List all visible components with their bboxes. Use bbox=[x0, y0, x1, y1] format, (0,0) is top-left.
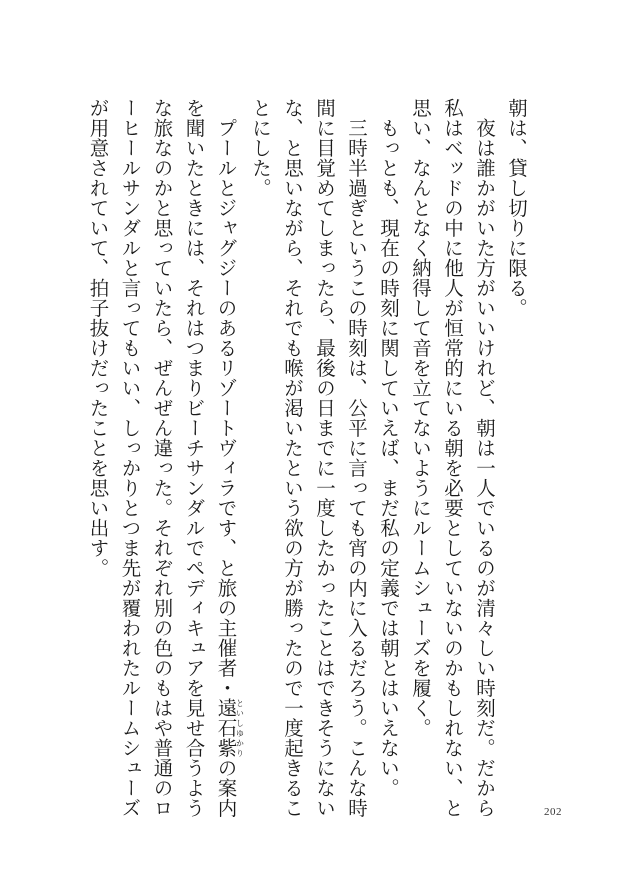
paragraph-1: 朝は、貸し切りに限る。 bbox=[505, 98, 528, 318]
paragraph-2: 夜は誰かがいた方がいいけれど、朝は一人でいるのが清々しい時刻だ。だから私はベッドの中に他人が恒常的にいる朝を必要としていないのかもしれない、と思い、なんとなく納得して音を立てないようにルームシューズを履く。 bbox=[409, 98, 496, 818]
ruby-name: 遠石紫といしゆかり bbox=[214, 697, 245, 758]
page-number: 202 bbox=[544, 806, 562, 818]
paragraph-5-text: プールとジャグジーのあるリゾートヴィラです、と旅の主催者・遠石紫といしゆかりの案内を聞いたときには、それはつまりビーチサンダルでペディキュアを見せ合うような旅なのかと思っていたら、ぜんぜん違った。それぞれ別の色のもはや普通のローヒールサンダルと言ってもいい、しっかりとつま先が覆われたルームシューズが用意されていて、拍子抜けだったことを思い出す。 bbox=[86, 98, 245, 818]
paragraph-3: もっとも、現在の時刻に関していえば、まだ私の定義では朝とはいえない。 bbox=[377, 117, 400, 798]
ruby-reading: といしゆかり bbox=[235, 697, 245, 758]
paragraph-4: 三時半過ぎというこの時刻は、公平に言っても宵の内に入るだろう。こんな時間に目覚めてしまったら、最後の日までに一度したかったことはできそうにないな、と思いながら、それでも喉が渇いたという欲の方が勝ったので一度起きることにした。 bbox=[249, 98, 368, 818]
vertical-text-body bbox=[72, 98, 532, 818]
paragraph-5 bbox=[82, 98, 245, 818]
